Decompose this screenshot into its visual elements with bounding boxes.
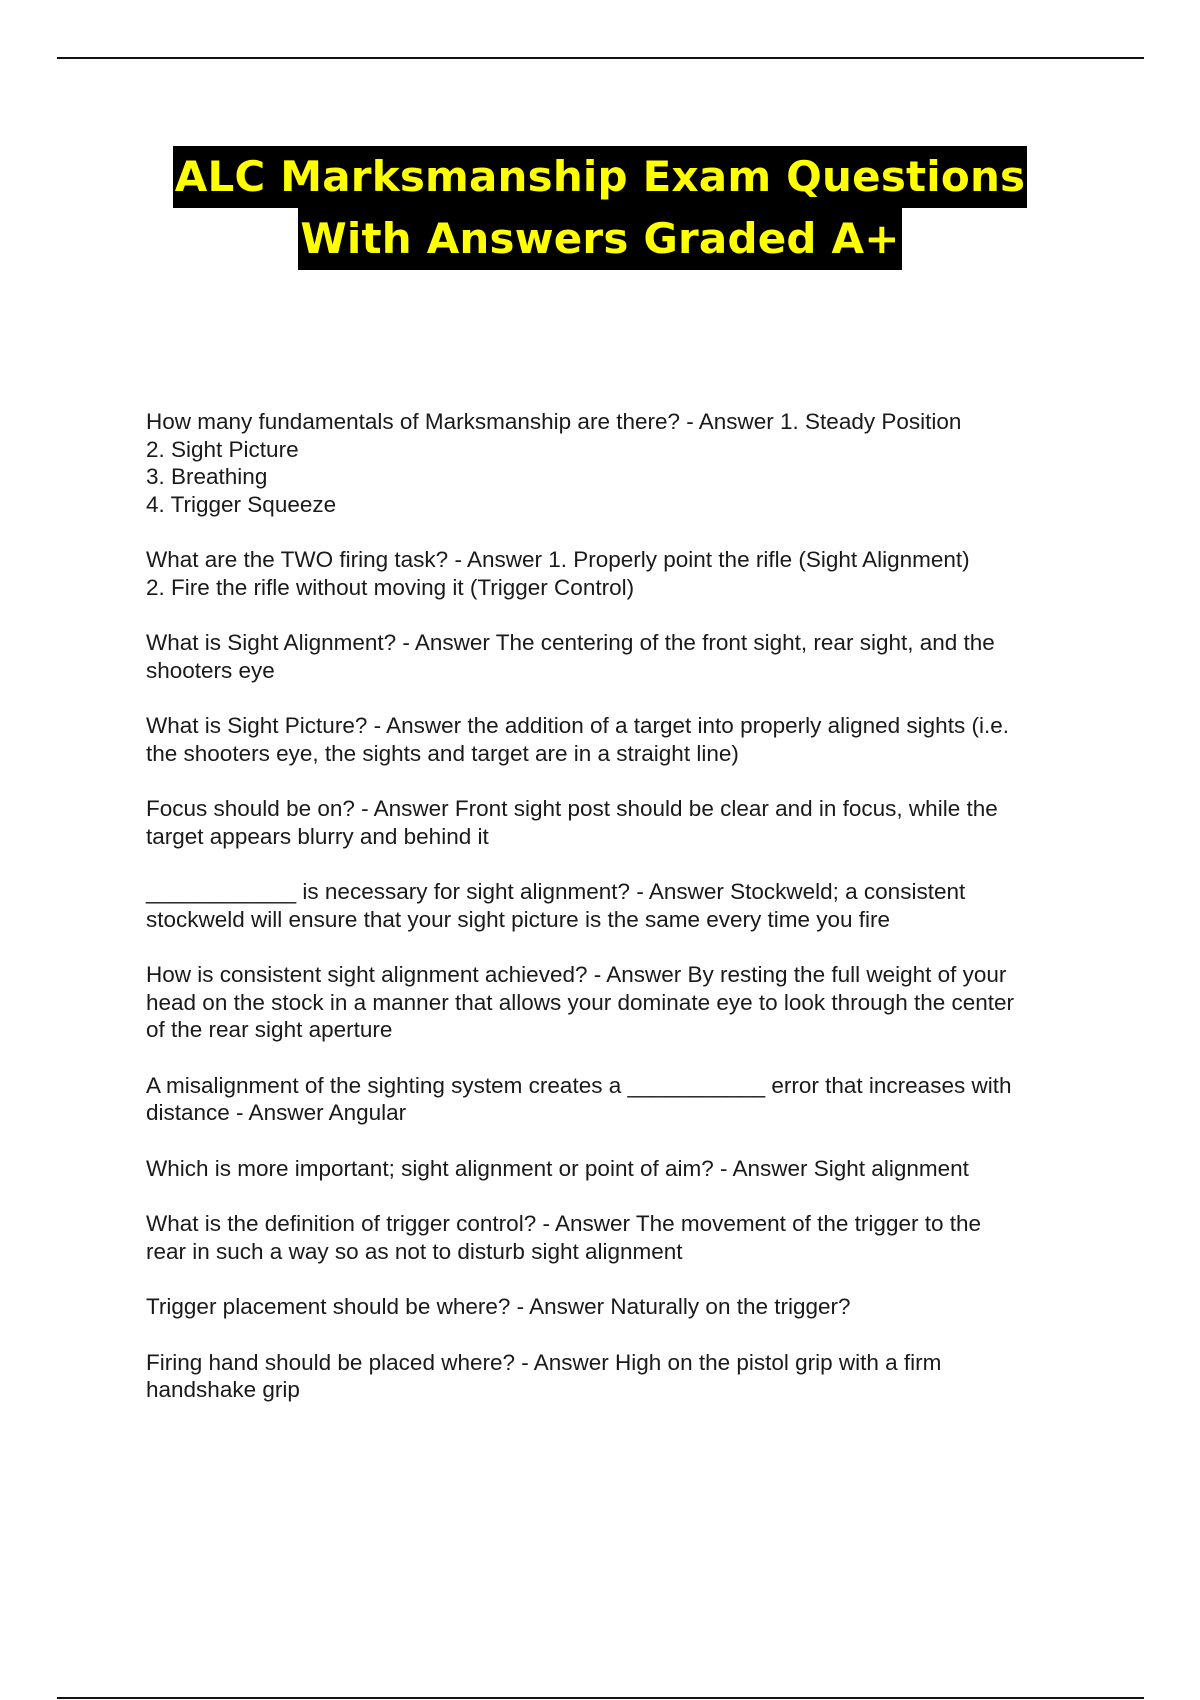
qa-line: Firing hand should be placed where? - Answer High on the pistol grip with a firm <box>146 1349 942 1375</box>
qa-line: How many fundamentals of Marksmanship are there? - Answer 1. Steady Position <box>146 409 962 434</box>
qa-line: What is Sight Alignment? - Answer The centering of the front sight, rear sight, and the <box>146 630 995 655</box>
qa-item <box>146 1155 1086 1183</box>
title-line-1: ALC Marksmanship Exam Questions <box>173 146 1028 208</box>
qa-line: What is Sight Picture? - Answer the addition of a target into properly aligned sights (i.e. <box>146 713 1009 738</box>
qa-line: Focus should be on? - Answer Front sight post should be clear and in focus, while the <box>146 796 998 821</box>
qa-item <box>146 408 1086 518</box>
qa-item <box>146 546 1086 601</box>
qa-item <box>146 1293 1086 1321</box>
qa-line: Which is more important; sight alignment or point of aim? - Answer Sight alignment <box>146 1155 969 1181</box>
qa-item <box>146 1072 1086 1127</box>
bottom-divider <box>57 1697 1144 1699</box>
qa-line: What are the TWO firing task? - Answer 1. Properly point the rifle (Sight Alignment) <box>146 547 970 572</box>
title-line-2: With Answers Graded A+ <box>298 208 901 270</box>
qa-item <box>146 961 1086 1044</box>
qa-line: 2. Fire the rifle without moving it (Trigger Control) <box>146 574 635 600</box>
qa-item <box>146 795 1086 850</box>
qa-line: target appears blurry and behind it <box>146 823 489 849</box>
qa-line: Trigger placement should be where? - Answer Naturally on the trigger? <box>146 1294 851 1319</box>
question-answer-list <box>146 408 1086 1432</box>
qa-line: What is the definition of trigger control? - Answer The movement of the trigger to the <box>146 1211 982 1236</box>
qa-line: the shooters eye, the sights and target are in a straight line) <box>146 740 739 766</box>
qa-item <box>146 878 1086 933</box>
qa-item <box>146 712 1086 767</box>
qa-line: handshake grip <box>146 1377 300 1402</box>
qa-item <box>146 1349 1086 1404</box>
qa-line: 4. Trigger Squeeze <box>146 491 337 517</box>
qa-line: A misalignment of the sighting system creates a ___________ error that increases with <box>146 1072 1012 1098</box>
qa-line: of the rear sight aperture <box>146 1017 393 1042</box>
top-divider <box>57 57 1144 59</box>
qa-line: 3. Breathing <box>146 464 268 489</box>
document-title <box>0 146 1200 270</box>
qa-line: 2. Sight Picture <box>146 436 299 462</box>
qa-line: stockweld will ensure that your sight picture is the same every time you fire <box>146 906 891 932</box>
qa-item <box>146 629 1086 684</box>
qa-item <box>146 1210 1086 1265</box>
qa-line: shooters eye <box>146 657 275 683</box>
qa-line: How is consistent sight alignment achieved? - Answer By resting the full weight of your <box>146 962 1007 987</box>
qa-line: rear in such a way so as not to disturb sight alignment <box>146 1238 683 1264</box>
qa-line: distance - Answer Angular <box>146 1100 407 1125</box>
qa-line: head on the stock in a manner that allows your dominate eye to look through the center <box>146 989 1015 1015</box>
qa-line: ____________ is necessary for sight alignment? - Answer Stockweld; a consistent <box>146 879 966 904</box>
